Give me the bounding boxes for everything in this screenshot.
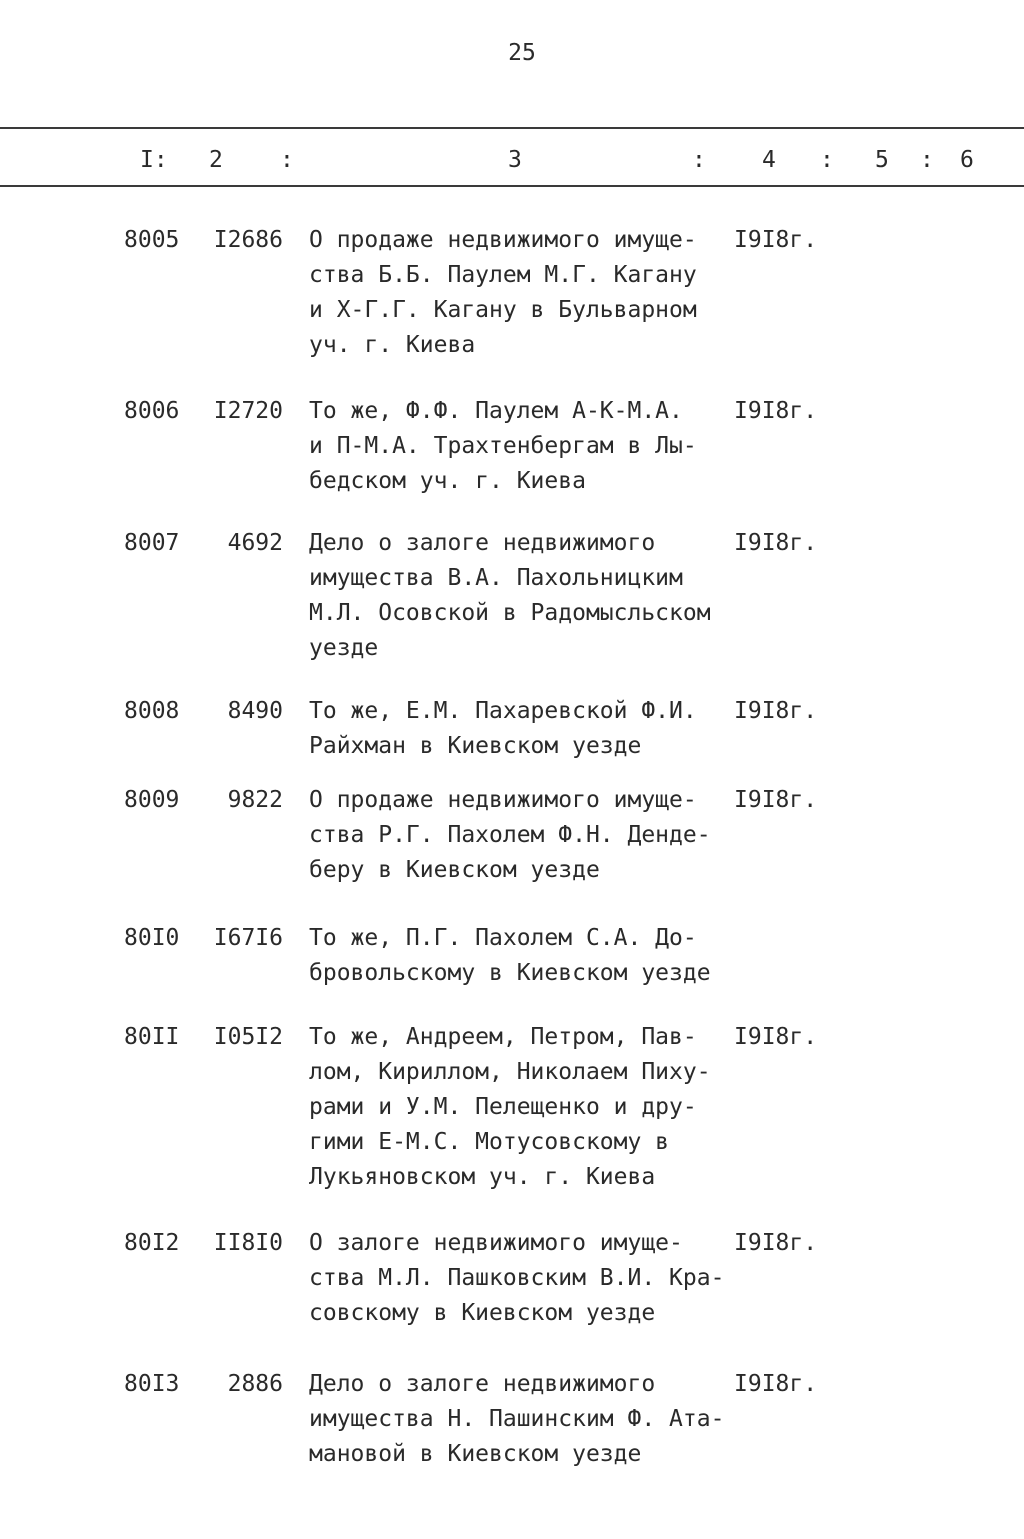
title-line: уезде <box>309 635 379 661</box>
title-line: совскому в Киевском уезде <box>309 1300 656 1326</box>
entry-title <box>309 694 739 764</box>
entry-year: I9I8г. <box>734 227 818 253</box>
column-header-2: 2 <box>209 147 223 173</box>
entry-number: 8009 <box>124 787 180 813</box>
title-line: лом, Кириллом, Николаем Пиху- <box>309 1059 711 1085</box>
title-line: рами и У.М. Пелещенко и дру- <box>309 1094 697 1120</box>
entry-code: 8490 <box>227 698 283 724</box>
page-number: 25 <box>508 40 536 66</box>
column-header-3: 3 <box>508 147 522 173</box>
column-header-5: 5 <box>875 147 889 173</box>
entry-code: 4692 <box>227 530 283 556</box>
title-line: гими Е-М.С. Мотусовскому в <box>309 1129 670 1155</box>
title-line: и П-М.А. Трахтенбергам в Лы- <box>309 433 697 459</box>
title-line: уч. г. Киева <box>309 332 476 358</box>
entry-year: I9I8г. <box>734 398 818 424</box>
title-line: бедском уч. г. Киева <box>309 468 586 494</box>
entry-code: I2720 <box>213 398 283 424</box>
entry-year: I9I8г. <box>734 787 818 813</box>
entry-year: I9I8г. <box>734 530 818 556</box>
title-line: имущества Н. Пашинским Ф. Ата- <box>309 1406 725 1432</box>
entry-year: I9I8г. <box>734 698 818 724</box>
title-line: То же, Е.М. Пахаревской Ф.И. <box>309 698 697 724</box>
column-separator: : <box>820 147 834 173</box>
column-separator: : <box>692 147 706 173</box>
entry-code: II8I0 <box>213 1230 283 1256</box>
title-line: То же, Ф.Ф. Паулем А-К-М.А. <box>309 398 683 424</box>
entry-code: 9822 <box>227 787 283 813</box>
title-line: и Х-Г.Г. Кагану в Бульварном <box>309 297 697 323</box>
title-line: О продаже недвижимого имуще- <box>309 787 697 813</box>
entry-year: I9I8г. <box>734 1371 818 1397</box>
title-line: Райхман в Киевском уезде <box>309 733 642 759</box>
entry-title <box>309 223 739 363</box>
title-line: ства Р.Г. Пахолем Ф.Н. Денде- <box>309 822 711 848</box>
entry-title <box>309 783 739 888</box>
table-top-rule <box>0 127 1024 129</box>
entry-number: 8008 <box>124 698 180 724</box>
title-line: Дело о залоге недвижимого <box>309 1371 656 1397</box>
entry-year: I9I8г. <box>734 1230 818 1256</box>
column-header-4: 4 <box>762 147 776 173</box>
title-line: бровольскому в Киевском уезде <box>309 960 711 986</box>
entry-title <box>309 526 739 666</box>
entry-title <box>309 1020 739 1195</box>
title-line: ства М.Л. Пашковским В.И. Кра- <box>309 1265 725 1291</box>
entry-code: I05I2 <box>213 1024 283 1050</box>
title-line: О продаже недвижимого имуще- <box>309 227 697 253</box>
entry-code: I67I6 <box>213 925 283 951</box>
column-separator: : <box>280 147 294 173</box>
entry-number: 8007 <box>124 530 180 556</box>
column-header-1: I: <box>140 147 168 173</box>
title-line: М.Л. Осовской в Радомысльском <box>309 600 711 626</box>
entry-title <box>309 394 739 499</box>
title-line: Дело о залоге недвижимого <box>309 530 656 556</box>
title-line: То же, Андреем, Петром, Пав- <box>309 1024 697 1050</box>
entry-number: 80II <box>124 1024 180 1050</box>
column-header-6: 6 <box>960 147 974 173</box>
entry-year: I9I8г. <box>734 1024 818 1050</box>
entry-code: I2686 <box>213 227 283 253</box>
title-line: ства Б.Б. Паулем М.Г. Кагану <box>309 262 697 288</box>
entry-number: 80I2 <box>124 1230 180 1256</box>
table-header-rule <box>0 185 1024 187</box>
title-line: То же, П.Г. Пахолем С.А. До- <box>309 925 697 951</box>
entry-title <box>309 1226 739 1331</box>
entry-number: 8005 <box>124 227 180 253</box>
entry-number: 8006 <box>124 398 180 424</box>
title-line: мановой в Киевском уезде <box>309 1441 642 1467</box>
title-line: имущества В.А. Пахольницким <box>309 565 683 591</box>
entry-number: 80I0 <box>124 925 180 951</box>
entry-title <box>309 921 739 991</box>
column-separator: : <box>920 147 934 173</box>
title-line: О залоге недвижимого имуще- <box>309 1230 683 1256</box>
title-line: беру в Киевском уезде <box>309 857 600 883</box>
entry-number: 80I3 <box>124 1371 180 1397</box>
entry-title <box>309 1367 739 1472</box>
title-line: Лукьяновском уч. г. Киева <box>309 1164 656 1190</box>
entry-code: 2886 <box>227 1371 283 1397</box>
